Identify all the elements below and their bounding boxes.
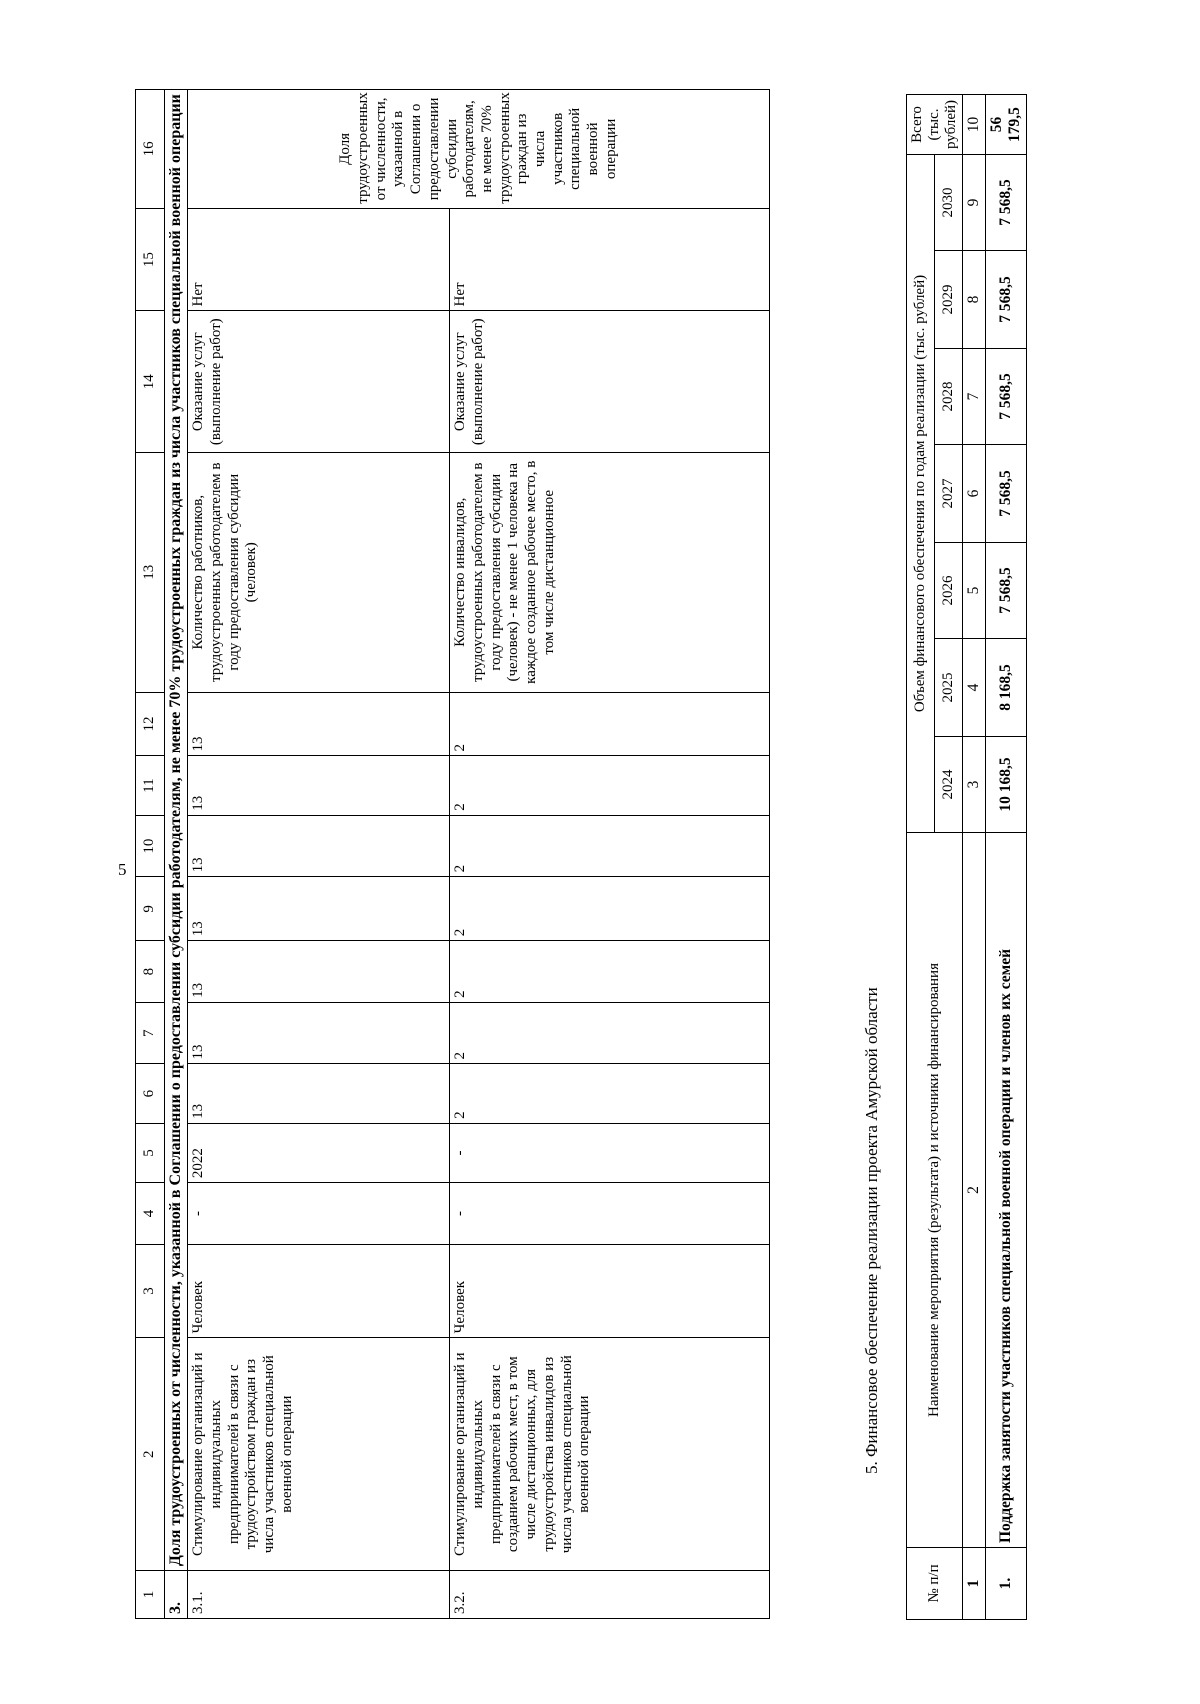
value-2029: 2 [450, 756, 770, 815]
measure-name: Стимулирование организаций и индивидуальных предпринимателей в связи с трудоустройством граждан из числа участников специальной военной операции [188, 1338, 450, 1571]
value-2026: 2 [450, 941, 770, 1003]
indicators-table [135, 89, 770, 1619]
value-2027: 13 [188, 877, 450, 941]
col-number: 3 [136, 1244, 165, 1338]
value-2028: 7 568,5 [986, 349, 1027, 445]
value-2025: 13 [188, 1002, 450, 1064]
row-number: 3.1. [188, 1571, 450, 1619]
value-2024: 10 168,5 [986, 737, 1027, 833]
col-number: 6 [136, 1064, 165, 1123]
value-2025: 2 [450, 1002, 770, 1064]
value-2024: 13 [188, 1064, 450, 1123]
column-numbers-row [963, 95, 986, 1620]
section-heading: 5. Финансовое обеспечение реализации проекта Амурской области [862, 987, 881, 1474]
col-number: 2 [963, 833, 986, 1548]
header-year: 2025 [935, 639, 963, 737]
value-2028: 2 [450, 815, 770, 877]
total-value: 56 179,5 [986, 95, 1027, 155]
col-number: 10 [963, 95, 986, 155]
flag-cell: Нет [188, 208, 450, 311]
measure-name: Стимулирование организаций и индивидуальных предпринимателей в связи с созданием рабочих мест, в том числе дистанционных, для трудоустройства инвалидов из числа участников специальной военной операции [450, 1338, 770, 1571]
value-2028: 13 [188, 815, 450, 877]
value-2029: 7 568,5 [986, 251, 1027, 349]
col-number: 8 [963, 251, 986, 349]
section-number: 3. [165, 1571, 188, 1619]
col-number: 7 [136, 1002, 165, 1064]
header-total: Всего (тыс. рублей) [907, 95, 963, 155]
base-year-cell: - [450, 1123, 770, 1182]
value-2029: 13 [188, 756, 450, 815]
col-number: 1 [136, 1571, 165, 1619]
indicator-cell: Количество инвалидов, трудоустроенных работодателем в году предоставления субсидии (человек) - не менее 1 человека на каждое созданное рабочее место, в том числе дистанционное [450, 452, 770, 692]
value-2030: 2 [450, 692, 770, 756]
header-year: 2030 [935, 155, 963, 251]
col-number: 2 [136, 1338, 165, 1571]
section-row [165, 90, 188, 1619]
value-2026: 7 568,5 [986, 543, 1027, 639]
header-number: № п/п [907, 1548, 963, 1620]
base-value-cell: - [188, 1183, 450, 1245]
col-number: 16 [136, 90, 165, 209]
financing-table [906, 94, 1027, 1620]
row-number: 1. [986, 1548, 1027, 1620]
col-number: 4 [963, 639, 986, 737]
base-value-cell: - [450, 1183, 770, 1245]
type-cell: Оказание услуг (выполнение работ) [450, 311, 770, 452]
unit-cell: Человек [450, 1244, 770, 1338]
col-number: 11 [136, 756, 165, 815]
col-number: 7 [963, 349, 986, 445]
col-number: 5 [136, 1123, 165, 1182]
indicator-cell: Количество работников, трудоустроенных работодателем в году предоставления субсидии (человек) [188, 452, 450, 692]
col-number: 13 [136, 452, 165, 692]
column-numbers-row [136, 90, 165, 1619]
row-number: 3.2. [450, 1571, 770, 1619]
page-number: 5 [118, 860, 127, 879]
header-year: 2026 [935, 543, 963, 639]
value-2027: 2 [450, 877, 770, 941]
flag-cell: Нет [450, 208, 770, 311]
table-row [450, 90, 770, 1619]
col-number: 12 [136, 692, 165, 756]
value-2026: 13 [188, 941, 450, 1003]
value-2024: 2 [450, 1064, 770, 1123]
col-number: 5 [963, 543, 986, 639]
col-number: 3 [963, 737, 986, 833]
col-number: 10 [136, 815, 165, 877]
value-2025: 8 168,5 [986, 639, 1027, 737]
relation-cell: Доля трудоустроенных от численности, указанной в Соглашении о предоставлении субсидии работодателям, не менее 70% трудоустроенных граждан из числа участников специальной военной операции [188, 90, 770, 209]
header-year: 2024 [935, 737, 963, 833]
unit-cell: Человек [188, 1244, 450, 1338]
col-number: 15 [136, 208, 165, 311]
col-number: 14 [136, 311, 165, 452]
table-row [188, 90, 450, 1619]
col-number: 1 [963, 1548, 986, 1620]
header-year: 2028 [935, 349, 963, 445]
col-number: 8 [136, 941, 165, 1003]
col-number: 9 [136, 877, 165, 941]
header-years-group: Объем финансового обеспечения по годам реализации (тыс. рублей) [907, 155, 935, 833]
value-2027: 7 568,5 [986, 445, 1027, 543]
section-title: Доля трудоустроенных от численности, указанной в Соглашении о предоставлении субсидии работодателям, не менее 70% трудоустроенных граждан из числа участников специальной военной операции [165, 90, 188, 1571]
header-year: 2029 [935, 251, 963, 349]
measure-name: Поддержка занятости участников специальной военной операции и членов их семей [986, 833, 1027, 1548]
type-cell: Оказание услуг (выполнение работ) [188, 311, 450, 452]
base-year-cell: 2022 [188, 1123, 450, 1182]
col-number: 9 [963, 155, 986, 251]
col-number: 6 [963, 445, 986, 543]
header-year: 2027 [935, 445, 963, 543]
header-name: Наименование мероприятия (результата) и источники финансирования [907, 833, 963, 1548]
col-number: 4 [136, 1183, 165, 1245]
table-row [986, 95, 1027, 1620]
value-2030: 13 [188, 692, 450, 756]
value-2030: 7 568,5 [986, 155, 1027, 251]
